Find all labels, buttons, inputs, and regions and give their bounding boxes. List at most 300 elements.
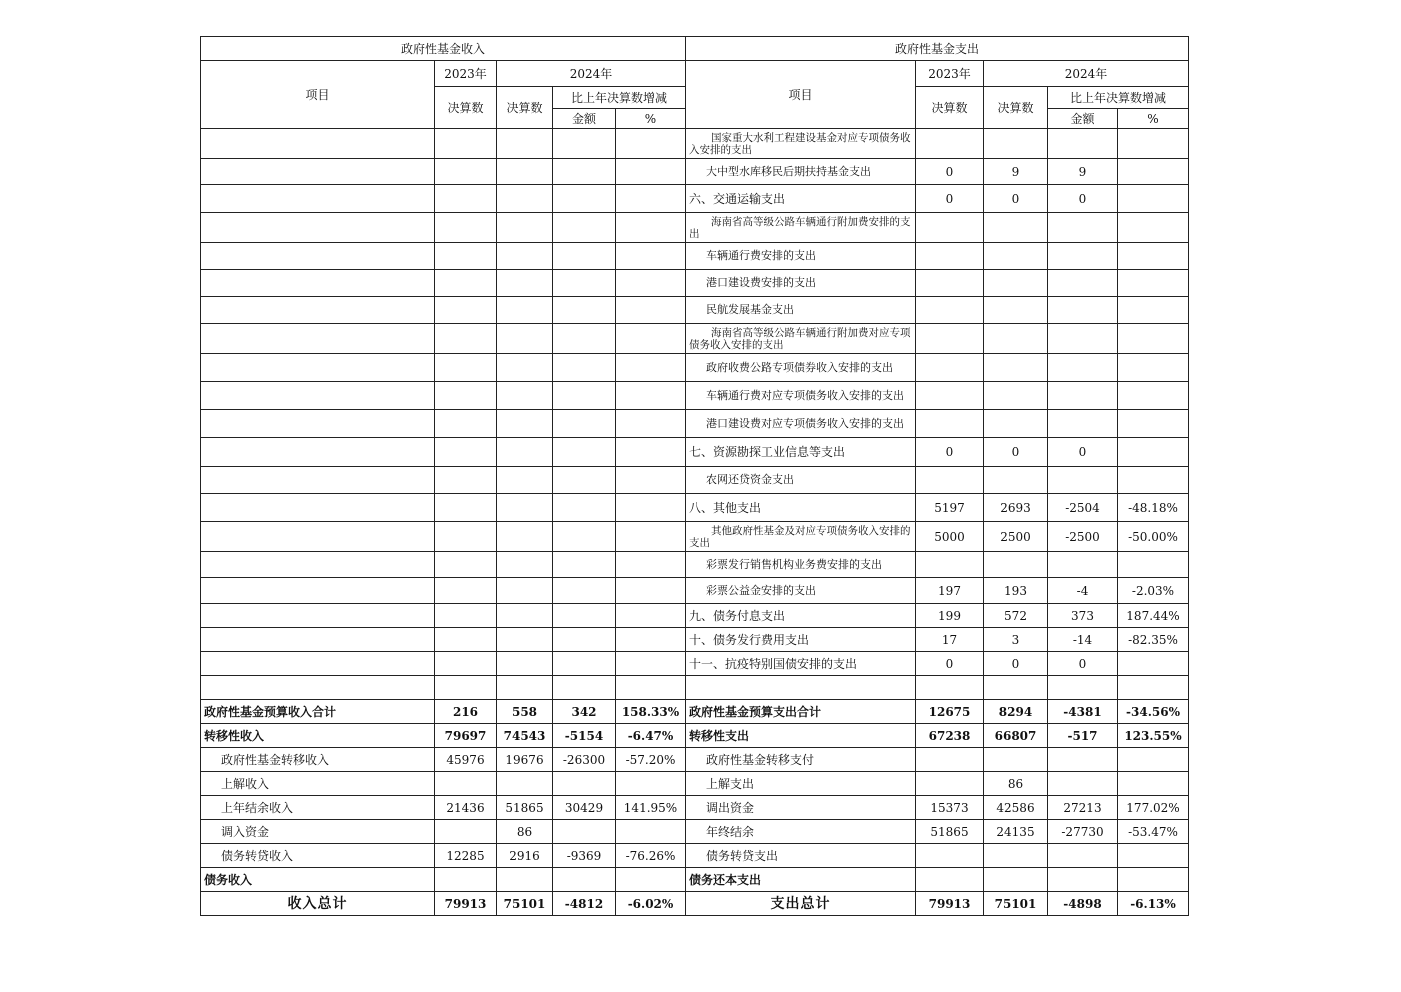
empty-cell: [435, 185, 497, 213]
empty-cell: [435, 324, 497, 354]
empty-cell: [435, 410, 497, 438]
table-row: [201, 796, 1189, 820]
empty-cell: [616, 243, 686, 270]
expense-value: [916, 297, 984, 324]
expense-value: [1118, 324, 1189, 354]
empty-cell: [497, 552, 553, 578]
expense-change-header: 比上年决算数增减: [1048, 87, 1189, 109]
income-value: [616, 772, 686, 796]
table-row: [201, 494, 1189, 522]
expense-value: 5000: [916, 522, 984, 552]
empty-cell: [553, 297, 616, 324]
income-value: 51865: [497, 796, 553, 820]
expense-value: 67238: [916, 724, 984, 748]
income-value: [616, 868, 686, 892]
income-value: [497, 772, 553, 796]
expense-item-label: 民航发展基金支出: [686, 297, 916, 324]
empty-cell: [435, 522, 497, 552]
expense-value: -50.00%: [1118, 522, 1189, 552]
expense-value: [916, 844, 984, 868]
expense-value: -2504: [1048, 494, 1118, 522]
expense-value: [916, 552, 984, 578]
expense-value: [916, 213, 984, 243]
expense-value: 0: [916, 438, 984, 467]
table-row: [201, 522, 1189, 552]
empty-cell: [435, 129, 497, 159]
expense-value: [1048, 213, 1118, 243]
income-item-label: 政府性基金转移收入: [201, 748, 435, 772]
empty-cell: [616, 676, 686, 700]
income-value: 12285: [435, 844, 497, 868]
empty-cell: [497, 270, 553, 297]
empty-cell: [616, 522, 686, 552]
expense-value: 0: [916, 652, 984, 676]
expense-value: [1118, 438, 1189, 467]
income-value: 2916: [497, 844, 553, 868]
expense-total-value: 75101: [984, 892, 1048, 916]
expense-value: [1118, 467, 1189, 494]
income-value: 158.33%: [616, 700, 686, 724]
income-change-header: 比上年决算数增减: [553, 87, 686, 109]
expense-value: 42586: [984, 796, 1048, 820]
empty-cell: [435, 243, 497, 270]
budget-sheet: [200, 36, 1189, 916]
expense-value: 9: [1048, 159, 1118, 185]
income-value: 30429: [553, 796, 616, 820]
expense-value: [1118, 652, 1189, 676]
table-row: [201, 578, 1189, 604]
table-row: [201, 354, 1189, 382]
empty-cell: [497, 467, 553, 494]
expense-2023-header: 2023年: [916, 61, 984, 87]
expense-item-label: 上解支出: [686, 772, 916, 796]
empty-cell: [553, 438, 616, 467]
empty-cell: [201, 243, 435, 270]
expense-value: [916, 270, 984, 297]
empty-cell: [201, 604, 435, 628]
expense-value: [916, 772, 984, 796]
empty-cell: [201, 552, 435, 578]
empty-cell: [435, 382, 497, 410]
expense-item-label: 调出资金: [686, 796, 916, 820]
empty-cell: [201, 410, 435, 438]
expense-item-label: 七、资源勘探工业信息等支出: [686, 438, 916, 467]
income-value: [435, 772, 497, 796]
income-value: [435, 820, 497, 844]
empty-cell: [435, 467, 497, 494]
expense-value: [1048, 270, 1118, 297]
expense-value: [1118, 410, 1189, 438]
expense-value: [1118, 772, 1189, 796]
expense-value: [1118, 844, 1189, 868]
expense-value: [1048, 676, 1118, 700]
empty-cell: [553, 354, 616, 382]
empty-cell: [497, 628, 553, 652]
empty-cell: [553, 324, 616, 354]
empty-cell: [553, 578, 616, 604]
expense-item-label: 国家重大水利工程建设基金对应专项债务收入安排的支出: [686, 129, 916, 159]
empty-cell: [616, 652, 686, 676]
expense-item-label: 港口建设费安排的支出: [686, 270, 916, 297]
empty-cell: [435, 159, 497, 185]
empty-cell: [497, 676, 553, 700]
expense-item-label: 彩票公益金安排的支出: [686, 578, 916, 604]
empty-cell: [201, 494, 435, 522]
income-total-value: -4812: [553, 892, 616, 916]
expense-item-label: 六、交通运输支出: [686, 185, 916, 213]
income-value: -26300: [553, 748, 616, 772]
income-title: 政府性基金收入: [201, 37, 686, 61]
income-value: [435, 868, 497, 892]
empty-cell: [553, 382, 616, 410]
empty-cell: [497, 522, 553, 552]
expense-value: [1118, 270, 1189, 297]
empty-cell: [497, 297, 553, 324]
expense-item-label: 政府收费公路专项债券收入安排的支出: [686, 354, 916, 382]
empty-cell: [201, 522, 435, 552]
expense-value: 0: [984, 438, 1048, 467]
income-total-value: 79913: [435, 892, 497, 916]
expense-value: [916, 324, 984, 354]
expense-value: 2500: [984, 522, 1048, 552]
expense-value: [916, 129, 984, 159]
expense-total-value: -6.13%: [1118, 892, 1189, 916]
table-row: [201, 297, 1189, 324]
expense-value: 0: [916, 185, 984, 213]
empty-cell: [553, 129, 616, 159]
expense-item-label: 彩票发行销售机构业务费安排的支出: [686, 552, 916, 578]
table-row: [201, 652, 1189, 676]
expense-value: 197: [916, 578, 984, 604]
empty-cell: [201, 438, 435, 467]
expense-value: [1048, 382, 1118, 410]
empty-cell: [497, 652, 553, 676]
empty-cell: [201, 628, 435, 652]
expense-value: [984, 868, 1048, 892]
expense-item-label: 年终结余: [686, 820, 916, 844]
empty-cell: [497, 604, 553, 628]
empty-cell: [497, 438, 553, 467]
expense-value: 187.44%: [1118, 604, 1189, 628]
expense-value: 373: [1048, 604, 1118, 628]
table-row: [201, 324, 1189, 354]
empty-cell: [435, 494, 497, 522]
expense-value: 0: [1048, 185, 1118, 213]
expense-item-label: 车辆通行费安排的支出: [686, 243, 916, 270]
empty-cell: [616, 129, 686, 159]
expense-value: 8294: [984, 700, 1048, 724]
income-final-2023: 决算数: [435, 87, 497, 129]
income-total-value: 75101: [497, 892, 553, 916]
expense-value: -48.18%: [1118, 494, 1189, 522]
expense-item-label: 港口建设费对应专项债务收入安排的支出: [686, 410, 916, 438]
expense-item-label: 海南省高等级公路车辆通行附加费安排的支出: [686, 213, 916, 243]
empty-cell: [497, 185, 553, 213]
empty-cell: [201, 382, 435, 410]
empty-cell: [201, 324, 435, 354]
empty-cell: [497, 410, 553, 438]
income-value: -6.47%: [616, 724, 686, 748]
expense-2024-header: 2024年: [984, 61, 1189, 87]
income-final-2024: 决算数: [497, 87, 553, 129]
empty-cell: [201, 213, 435, 243]
expense-total-label: 支出总计: [686, 892, 916, 916]
empty-cell: [616, 467, 686, 494]
expense-value: -2500: [1048, 522, 1118, 552]
table-row: [201, 604, 1189, 628]
empty-cell: [497, 382, 553, 410]
table-row: [201, 868, 1189, 892]
expense-value: [916, 467, 984, 494]
empty-cell: [616, 410, 686, 438]
empty-cell: [201, 467, 435, 494]
empty-cell: [553, 604, 616, 628]
expense-value: [1048, 552, 1118, 578]
expense-value: [1118, 129, 1189, 159]
expense-final-2023: 决算数: [916, 87, 984, 129]
expense-item-label: 债务转贷支出: [686, 844, 916, 868]
expense-value: [916, 676, 984, 700]
empty-cell: [616, 297, 686, 324]
income-value: 141.95%: [616, 796, 686, 820]
expense-value: [916, 382, 984, 410]
income-item-label: 转移性收入: [201, 724, 435, 748]
expense-value: 0: [1048, 652, 1118, 676]
expense-value: [916, 748, 984, 772]
expense-value: -4: [1048, 578, 1118, 604]
expense-item-label: 农网还贷资金支出: [686, 467, 916, 494]
income-value: [553, 868, 616, 892]
expense-value: 0: [1048, 438, 1118, 467]
empty-cell: [553, 676, 616, 700]
expense-value: [1048, 324, 1118, 354]
table-row: [201, 438, 1189, 467]
totals-row: [201, 892, 1189, 916]
fund-table: [200, 36, 1189, 916]
expense-value: [1048, 772, 1118, 796]
income-item-label: 上解收入: [201, 772, 435, 796]
table-row: [201, 724, 1189, 748]
empty-cell: [201, 676, 435, 700]
empty-cell: [553, 628, 616, 652]
expense-value: -4381: [1048, 700, 1118, 724]
empty-cell: [201, 159, 435, 185]
income-item-label: 调入资金: [201, 820, 435, 844]
empty-cell: [201, 578, 435, 604]
income-value: 74543: [497, 724, 553, 748]
table-row: [201, 628, 1189, 652]
expense-value: [984, 324, 1048, 354]
expense-value: [984, 552, 1048, 578]
empty-cell: [616, 382, 686, 410]
expense-value: [1118, 748, 1189, 772]
empty-cell: [497, 159, 553, 185]
income-total-label: 收入总计: [201, 892, 435, 916]
empty-cell: [435, 552, 497, 578]
empty-cell: [201, 270, 435, 297]
income-item-label: 上年结余收入: [201, 796, 435, 820]
expense-item-header: 项目: [686, 61, 916, 129]
expense-value: [984, 844, 1048, 868]
expense-title: 政府性基金支出: [686, 37, 1189, 61]
expense-item-label: 转移性支出: [686, 724, 916, 748]
empty-cell: [201, 297, 435, 324]
expense-value: [984, 748, 1048, 772]
expense-value: 27213: [1048, 796, 1118, 820]
expense-item-label: 九、债务付息支出: [686, 604, 916, 628]
expense-value: [916, 354, 984, 382]
expense-value: 2693: [984, 494, 1048, 522]
expense-value: [984, 354, 1048, 382]
income-value: [497, 868, 553, 892]
empty-cell: [616, 185, 686, 213]
table-row: [201, 243, 1189, 270]
income-total-value: -6.02%: [616, 892, 686, 916]
empty-cell: [435, 213, 497, 243]
empty-cell: [435, 297, 497, 324]
table-row: [201, 552, 1189, 578]
expense-value: [1048, 844, 1118, 868]
expense-value: 572: [984, 604, 1048, 628]
empty-cell: [497, 494, 553, 522]
empty-cell: [435, 578, 497, 604]
expense-item-label: 海南省高等级公路车辆通行附加费对应专项债务收入安排的支出: [686, 324, 916, 354]
empty-cell: [435, 628, 497, 652]
expense-value: [1118, 243, 1189, 270]
expense-value: -82.35%: [1118, 628, 1189, 652]
expense-value: 3: [984, 628, 1048, 652]
income-value: -9369: [553, 844, 616, 868]
expense-value: [984, 129, 1048, 159]
expense-value: [1048, 748, 1118, 772]
table-row: [201, 467, 1189, 494]
empty-cell: [553, 552, 616, 578]
income-value: 79697: [435, 724, 497, 748]
income-item-header: 项目: [201, 61, 435, 129]
expense-value: [1048, 129, 1118, 159]
income-value: 86: [497, 820, 553, 844]
expense-value: [984, 676, 1048, 700]
expense-value: [984, 270, 1048, 297]
empty-cell: [616, 552, 686, 578]
empty-cell: [553, 270, 616, 297]
income-value: [553, 820, 616, 844]
table-row: [201, 159, 1189, 185]
income-value: 558: [497, 700, 553, 724]
expense-value: 0: [984, 652, 1048, 676]
expense-value: [916, 243, 984, 270]
empty-cell: [201, 185, 435, 213]
table-row: [201, 129, 1189, 159]
expense-value: 123.55%: [1118, 724, 1189, 748]
expense-item-label: 车辆通行费对应专项债务收入安排的支出: [686, 382, 916, 410]
empty-cell: [497, 578, 553, 604]
empty-cell: [497, 213, 553, 243]
income-value: [616, 820, 686, 844]
expense-pct-header: %: [1118, 109, 1189, 129]
table-row: [201, 382, 1189, 410]
income-value: 21436: [435, 796, 497, 820]
income-item-label: 债务转贷收入: [201, 844, 435, 868]
table-row: [201, 844, 1189, 868]
expense-value: [984, 297, 1048, 324]
expense-item-label: 十一、抗疫特别国债安排的支出: [686, 652, 916, 676]
expense-value: 9: [984, 159, 1048, 185]
expense-value: [1118, 552, 1189, 578]
expense-value: -14: [1048, 628, 1118, 652]
expense-value: [1048, 410, 1118, 438]
empty-cell: [553, 652, 616, 676]
empty-cell: [553, 159, 616, 185]
expense-value: -2.03%: [1118, 578, 1189, 604]
income-value: [553, 772, 616, 796]
income-item-label: 政府性基金预算收入合计: [201, 700, 435, 724]
empty-cell: [435, 604, 497, 628]
table-row: [201, 820, 1189, 844]
empty-cell: [616, 578, 686, 604]
expense-item-label: 其他政府性基金及对应专项债务收入安排的支出: [686, 522, 916, 552]
expense-value: 5197: [916, 494, 984, 522]
expense-final-2024: 决算数: [984, 87, 1048, 129]
income-value: -5154: [553, 724, 616, 748]
expense-value: [1118, 297, 1189, 324]
expense-value: 24135: [984, 820, 1048, 844]
empty-cell: [497, 129, 553, 159]
empty-cell: [616, 438, 686, 467]
empty-cell: [435, 438, 497, 467]
expense-value: -27730: [1048, 820, 1118, 844]
income-value: -57.20%: [616, 748, 686, 772]
empty-cell: [497, 243, 553, 270]
table-row: [201, 270, 1189, 297]
expense-value: 12675: [916, 700, 984, 724]
income-amount-header: 金额: [553, 109, 616, 129]
expense-total-value: 79913: [916, 892, 984, 916]
expense-item-label: [686, 676, 916, 700]
income-value: 19676: [497, 748, 553, 772]
expense-value: [916, 868, 984, 892]
empty-cell: [553, 410, 616, 438]
empty-cell: [553, 522, 616, 552]
empty-cell: [553, 467, 616, 494]
table-row: [201, 185, 1189, 213]
income-item-label: 债务收入: [201, 868, 435, 892]
empty-cell: [616, 494, 686, 522]
table-row: [201, 410, 1189, 438]
income-value: -76.26%: [616, 844, 686, 868]
empty-cell: [616, 213, 686, 243]
empty-cell: [435, 354, 497, 382]
empty-cell: [497, 354, 553, 382]
empty-cell: [616, 159, 686, 185]
expense-value: [1118, 382, 1189, 410]
expense-value: -53.47%: [1118, 820, 1189, 844]
empty-cell: [435, 270, 497, 297]
expense-value: [1048, 297, 1118, 324]
expense-value: -517: [1048, 724, 1118, 748]
table-row: [201, 700, 1189, 724]
empty-cell: [616, 604, 686, 628]
empty-cell: [553, 185, 616, 213]
expense-value: 199: [916, 604, 984, 628]
income-value: 216: [435, 700, 497, 724]
empty-cell: [616, 354, 686, 382]
empty-cell: [553, 243, 616, 270]
empty-cell: [201, 652, 435, 676]
expense-value: 51865: [916, 820, 984, 844]
income-2024-header: 2024年: [497, 61, 686, 87]
expense-value: [984, 382, 1048, 410]
